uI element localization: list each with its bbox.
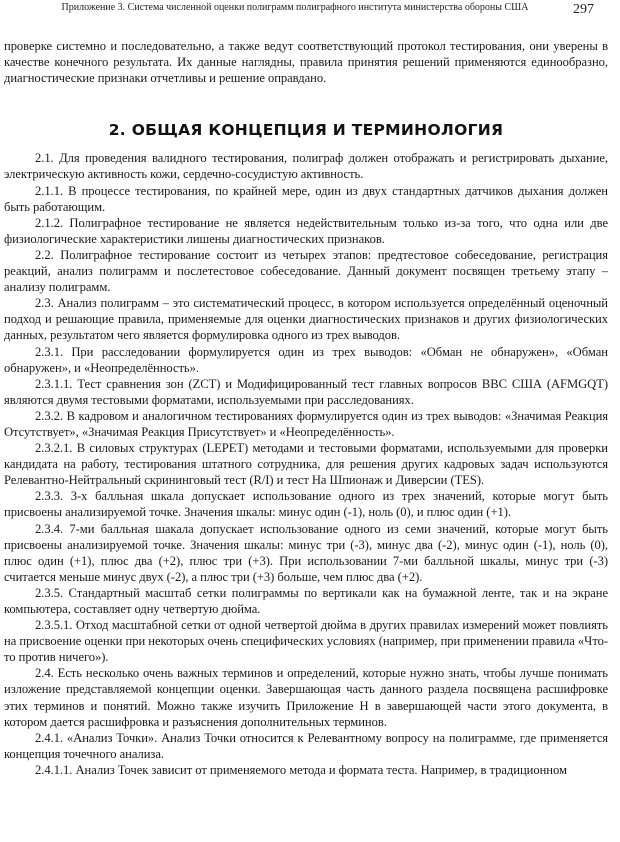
paragraph-2-3-2-1: 2.3.2.1. В силовых структурах (LEPET) методами и тестовыми форматами, используемыми для проверки кандидата на работу, тестирования штатного сотрудника, для решения других кадровых задач используются Релевантно-Нейтральный скрининговый тест (R/I) и тест На Шпионаж и Диверсии (TES). [4, 441, 608, 488]
paragraph-2-4-1-1: 2.4.1.1. Анализ Точек зависит от применяемого метода и формата теста. Например, в традиционном [35, 762, 567, 777]
paragraph-2-3-3: 2.3.3. 3-х балльная шкала допускает использование одного из трех значений, которые могут быть присвоены анализируемой точке. Значения шкалы: минус один (-1), ноль (0), и плюс один (+1). [4, 489, 608, 520]
paragraph-2-3: 2.3. Анализ полиграмм – это систематический процесс, в котором используется определённый оценочный подход и решающие правила, применяемые для оценки диагностических признаков и других физиологических данных, результатом чего является формулировка одного из трех выводов. [4, 296, 608, 343]
section-title: 2. ОБЩАЯ КОНЦЕПЦИЯ И ТЕРМИНОЛОГИЯ [108, 121, 504, 140]
running-head: Приложение 3. Система численной оценки полиграмм полиграфного института министерства обороны США [61, 2, 529, 13]
paragraph-2-3-5-1: 2.3.5.1. Отход масштабной сетки от одной четвертой дюйма в других правилах измерений может повлиять на присвоение оценки при некоторых очень специфических условиях (например, при применении правила «Что-то против ничего»). [4, 618, 608, 665]
paragraph-2-3-1-1: 2.3.1.1. Тест сравнения зон (ZCT) и Модифицированный тест главных вопросов BBC США (AFMGQT) являются двумя тестовыми форматами, используемыми при расследованиях. [4, 376, 608, 407]
paragraph-2-1: 2.1. Для проведения валидного тестирования, полиграф должен отображать и регистрировать дыхание, электрическую активность кожи, сердечно-сосудистую активность. [4, 151, 608, 182]
paragraph-2-3-1: 2.3.1. При расследовании формулируется один из трех выводов: «Обман не обнаружен», «Обман обнаружен», и «Неопределённость». [4, 344, 608, 375]
paragraph-2-1-1: 2.1.1. В процессе тестирования, по крайней мере, один из двух стандартных датчиков дыхания должен быть работающим. [4, 183, 608, 214]
page-body [4, 38, 608, 778]
paragraph-2-1-2: 2.1.2. Полиграфное тестирование не является недействительным только из-за того, что одна или две физиологические характеристики лишены диагностических признаков. [4, 215, 608, 246]
paragraph-2-4-1: 2.4.1. «Анализ Точки». Анализ Точки относится к Релевантному вопросу на полиграмме, где применяется концепция точечного анализа. [4, 730, 608, 761]
paragraph-2-3-4: 2.3.4. 7-ми балльная шакала допускает использование одного из семи значений, которые могут быть присвоены анализируемой точке. Значения шкалы: минус три (-3), минус два (-2), минус один (-1), ноль (0), плюс один (+1), плюс два (+2), плюс три (+3). При использовании 7-ми балльной шкалы, минус три (-3) считается меньше минус двух (-2), а плюс три (+3) больше, чем плюс два (+2). [4, 521, 608, 584]
paragraph-2-3-2: 2.3.2. В кадровом и аналогичном тестированиях формулируется один из трех выводов: «Значимая Реакция Отсутствует», «Значимая Реакция Присутствует» и «Неопределённость». [4, 408, 608, 439]
paragraph-2-3-5: 2.3.5. Стандартный масштаб сетки полиграммы по вертикали как на бумажной ленте, так и на экране компьютера, составляет одну четвертую дюйма. [4, 585, 608, 616]
page-number: 297 [573, 2, 594, 17]
intro-paragraph: проверке системно и последовательно, а также ведут соответствующий протокол тестирования, они уверены в качестве конечного результата. Их данные наглядны, правила принятия решений применяются единообразно, диагностические признаки отчетливы и решение оправдано. [4, 39, 608, 86]
paragraph-2-4: 2.4. Есть несколько очень важных терминов и определений, которые нужно знать, чтобы лучше понимать изложение представляемой концепции оценки. Завершающая часть данного раздела посвящена расшифровке этих терминов и понятий. Можно также изучить Приложение Н в завершающей части этого документа, в котором дается расшифровка и разъяснения дополнительных терминов. [4, 666, 608, 729]
paragraph-2-2: 2.2. Полиграфное тестирование состоит из четырех этапов: предтестовое собеседование, регистрация реакций, анализ полиграмм и послетестовое собеседование. Данный документ посвящен третьему этапу – анализу полиграмм. [4, 247, 608, 295]
